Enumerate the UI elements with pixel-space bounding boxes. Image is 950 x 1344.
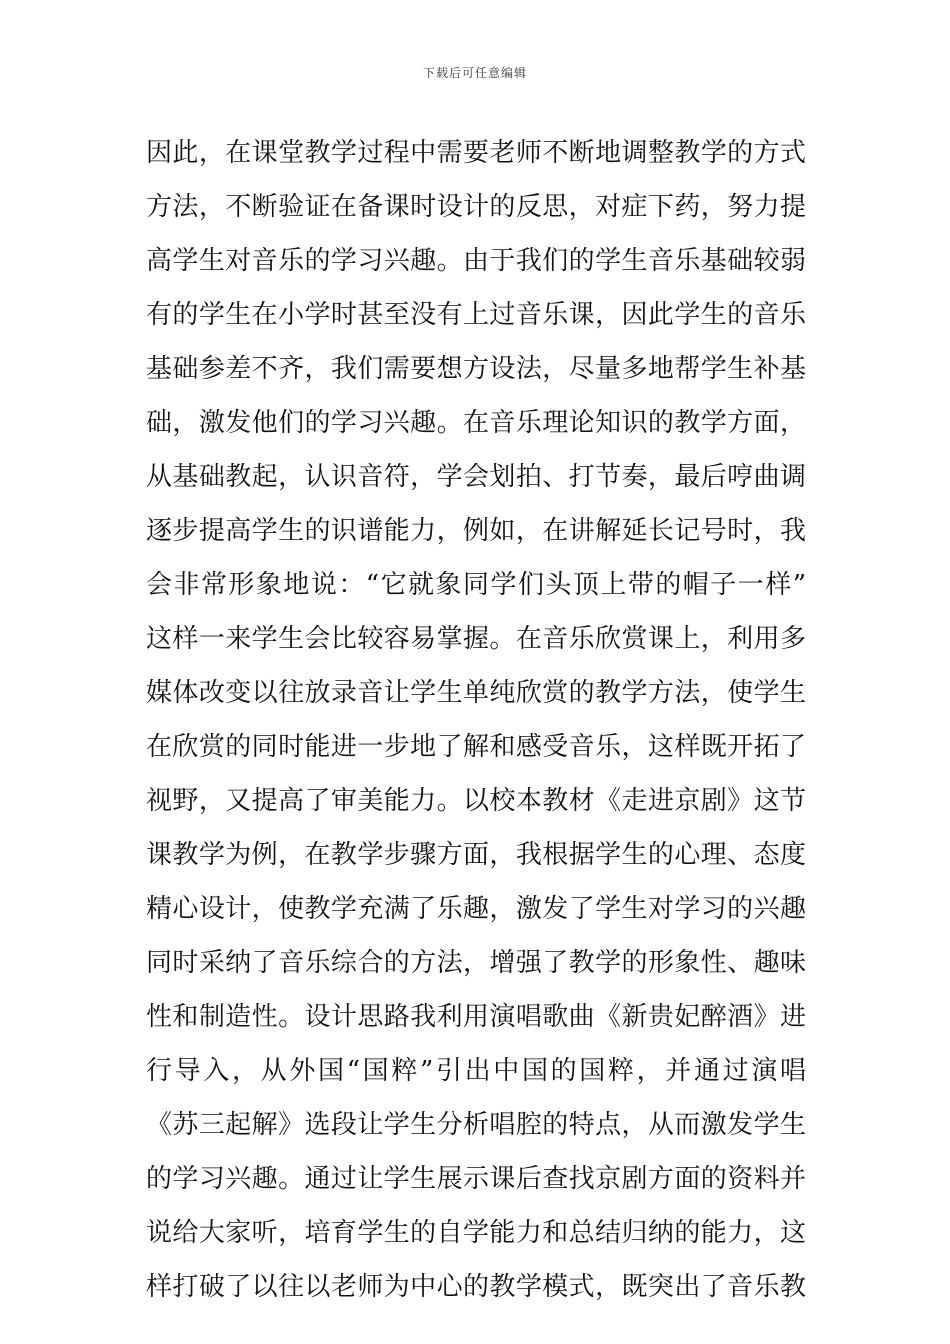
text-line: 性和制造性。设计思路我利用演唱歌曲《新贵妃醉酒》进 <box>146 1002 806 1032</box>
text-line: 同时采纳了音乐综合的方法，增强了教学的形象性、趣味 <box>146 948 806 978</box>
text-line: 有的学生在小学时甚至没有上过音乐课，因此学生的音乐 <box>146 300 806 330</box>
text-line: 媒体改变以往放录音让学生单纯欣赏的教学方法，使学生 <box>146 678 806 708</box>
text-line: 基础参差不齐，我们需要想方设法，尽量多地帮学生补基 <box>146 354 806 384</box>
text-line: 从基础教起，认识音符，学会划拍、打节奏，最后哼曲调 <box>146 462 806 492</box>
text-line: 在欣赏的同时能进一步地了解和感受音乐，这样既开拓了 <box>146 732 806 762</box>
text-line: 高学生对音乐的学习兴趣。由于我们的学生音乐基础较弱 <box>146 246 806 276</box>
text-line: 行导入，从外国“国粹”引出中国的国粹，并通过演唱 <box>146 1056 806 1086</box>
text-line: 的学习兴趣。通过让学生展示课后查找京剧方面的资料并 <box>146 1164 806 1194</box>
text-line: 样打破了以往以老师为中心的教学模式，既突出了音乐教 <box>146 1272 806 1302</box>
text-line: 逐步提高学生的识谱能力，例如，在讲解延长记号时，我 <box>146 516 806 546</box>
text-line: 《苏三起解》选段让学生分析唱腔的特点，从而激发学生 <box>146 1110 806 1140</box>
text-line: 会非常形象地说：“它就象同学们头顶上带的帽子一样” <box>146 570 806 600</box>
text-line: 课教学为例，在教学步骤方面，我根据学生的心理、态度 <box>146 840 806 870</box>
text-line: 说给大家听，培育学生的自学能力和总结归纳的能力，这 <box>146 1218 806 1248</box>
text-line: 础，激发他们的学习兴趣。在音乐理论知识的教学方面， <box>146 408 806 438</box>
text-line: 方法，不断验证在备课时设计的反思，对症下药，努力提 <box>146 192 806 222</box>
text-line: 因此，在课堂教学过程中需要老师不断地调整教学的方式 <box>146 138 806 168</box>
text-line: 精心设计，使教学充满了乐趣，激发了学生对学习的兴趣 <box>146 894 806 924</box>
body-text <box>146 126 806 1314</box>
text-line: 视野，又提高了审美能力。以校本教材《走进京剧》这节 <box>146 786 806 816</box>
text-line: 这样一来学生会比较容易掌握。在音乐欣赏课上，利用多 <box>146 624 806 654</box>
page-header: 下载后可任意编辑 <box>422 66 527 80</box>
